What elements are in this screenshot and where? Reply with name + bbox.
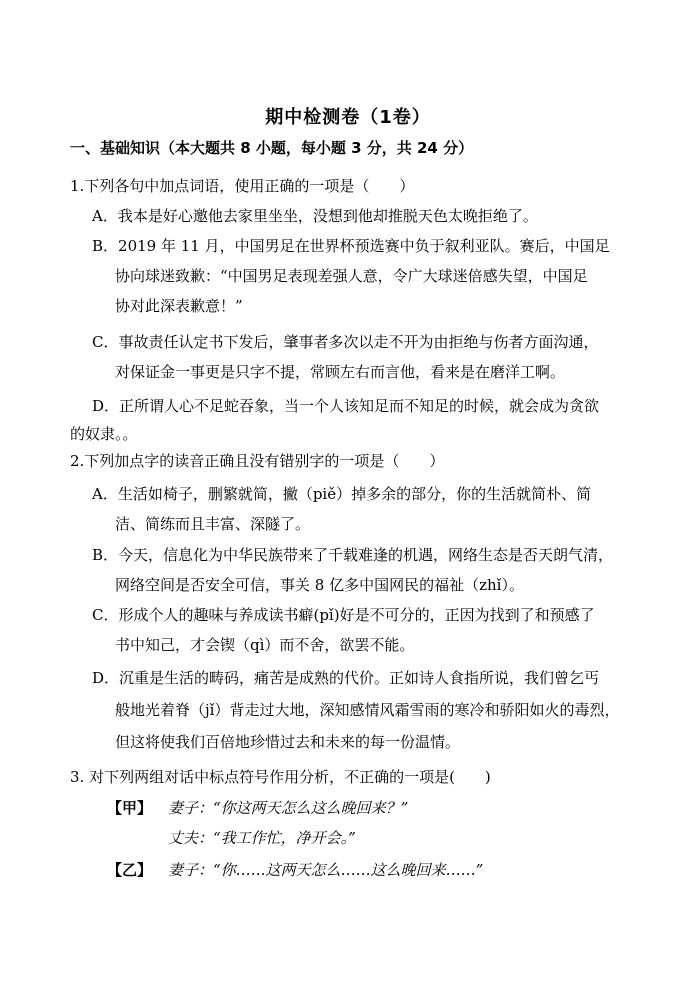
question-2-option-d-line1: D．沉重是生活的畴码，痛苦是成熟的代价。正如诗人食指所说，我们曾乞丐 xyxy=(92,669,600,687)
question-3-stem: 3. 对下列两组对话中标点符号作用分析，不正确的一项是( ) xyxy=(70,768,491,786)
question-2-option-b-line1: B．今天，信息化为中华民族带来了千载难逢的机遇，网络生态是否天朗气清， xyxy=(92,546,614,564)
question-2-option-a-line1: A．生活如椅子，删繁就简，撇（piě）掉多余的部分，你的生活就简朴、简 xyxy=(92,485,592,503)
question-1-stem: 1.下列各句中加点词语，使用正确的一项是（ ） xyxy=(70,177,415,195)
question-1-option-b-line3: 协对此深表歉意！” xyxy=(115,297,243,315)
question-1-option-b-line1: B．2019 年 11 月，中国男足在世界杯预选赛中负于叙利亚队。赛后，中国足 xyxy=(92,237,610,255)
question-2-option-c-line1: C．形成个人的趣味与养成读书癖(pǐ)好是不可分的，正因为找到了和预感了 xyxy=(92,606,595,624)
question-1-option-d-line2: 的奴隶。。 xyxy=(70,425,138,443)
dialogue-jia-line1: 妻子：“你这两天怎么这么晚回来？” xyxy=(168,799,409,817)
question-2-option-c-line2: 书中知己，才会锲（qì）而不舍，欲罢不能。 xyxy=(115,636,415,654)
question-1-option-c-line1: C．事故责任认定书下发后，肇事者多次以走不开为由拒绝与伤者方面沟通， xyxy=(92,333,599,351)
question-2-option-b-line2: 网络空间是否安全可信，事关 8 亿多中国网民的福祉（zhǐ）。 xyxy=(115,576,524,594)
question-2-option-d-line2: 般地光着脊（jǐ）背走过大地，深知感情风霜雪雨的寒冷和骄阳如火的毒烈， xyxy=(115,701,620,719)
question-1-option-a: A．我本是好心邀他去家里坐坐，没想到他却推脱天色太晚拒绝了。 xyxy=(92,207,538,225)
section-heading: 一、基础知识（本大题共 8 小题，每小题 3 分，共 24 分） xyxy=(70,139,474,157)
dialogue-yi-label: 【乙】 xyxy=(107,861,153,879)
question-2-stem: 2.下列加点字的读音正确且没有错别字的一项是（ ） xyxy=(70,452,445,470)
question-1-option-b-line2: 协向球迷致歉：“中国男足表现差强人意，令广大球迷倍感失望，中国足 xyxy=(115,267,588,285)
dialogue-jia-label: 【甲】 xyxy=(107,799,153,817)
page-title: 期中检测卷（1卷） xyxy=(265,107,431,128)
question-2-option-d-line3: 但这将使我们百倍地珍惜过去和未来的每一份温情。 xyxy=(115,733,461,751)
question-1-option-c-line2: 对保证金一事更是只字不提，常顾左右而言他，看来是在磨洋工啊。 xyxy=(115,363,566,381)
dialogue-yi-line1: 妻子：“你……这两天怎么……这么晚回来……” xyxy=(168,861,484,879)
dialogue-jia-line2: 丈夫：“我工作忙，净开会。” xyxy=(168,829,356,847)
question-2-option-a-line2: 洁、简练而且丰富、深隧了。 xyxy=(115,515,311,533)
question-1-option-d-line1: D．正所谓人心不足蛇吞象，当一个人该知足而不知足的时候，就会成为贪欲 xyxy=(92,397,600,415)
